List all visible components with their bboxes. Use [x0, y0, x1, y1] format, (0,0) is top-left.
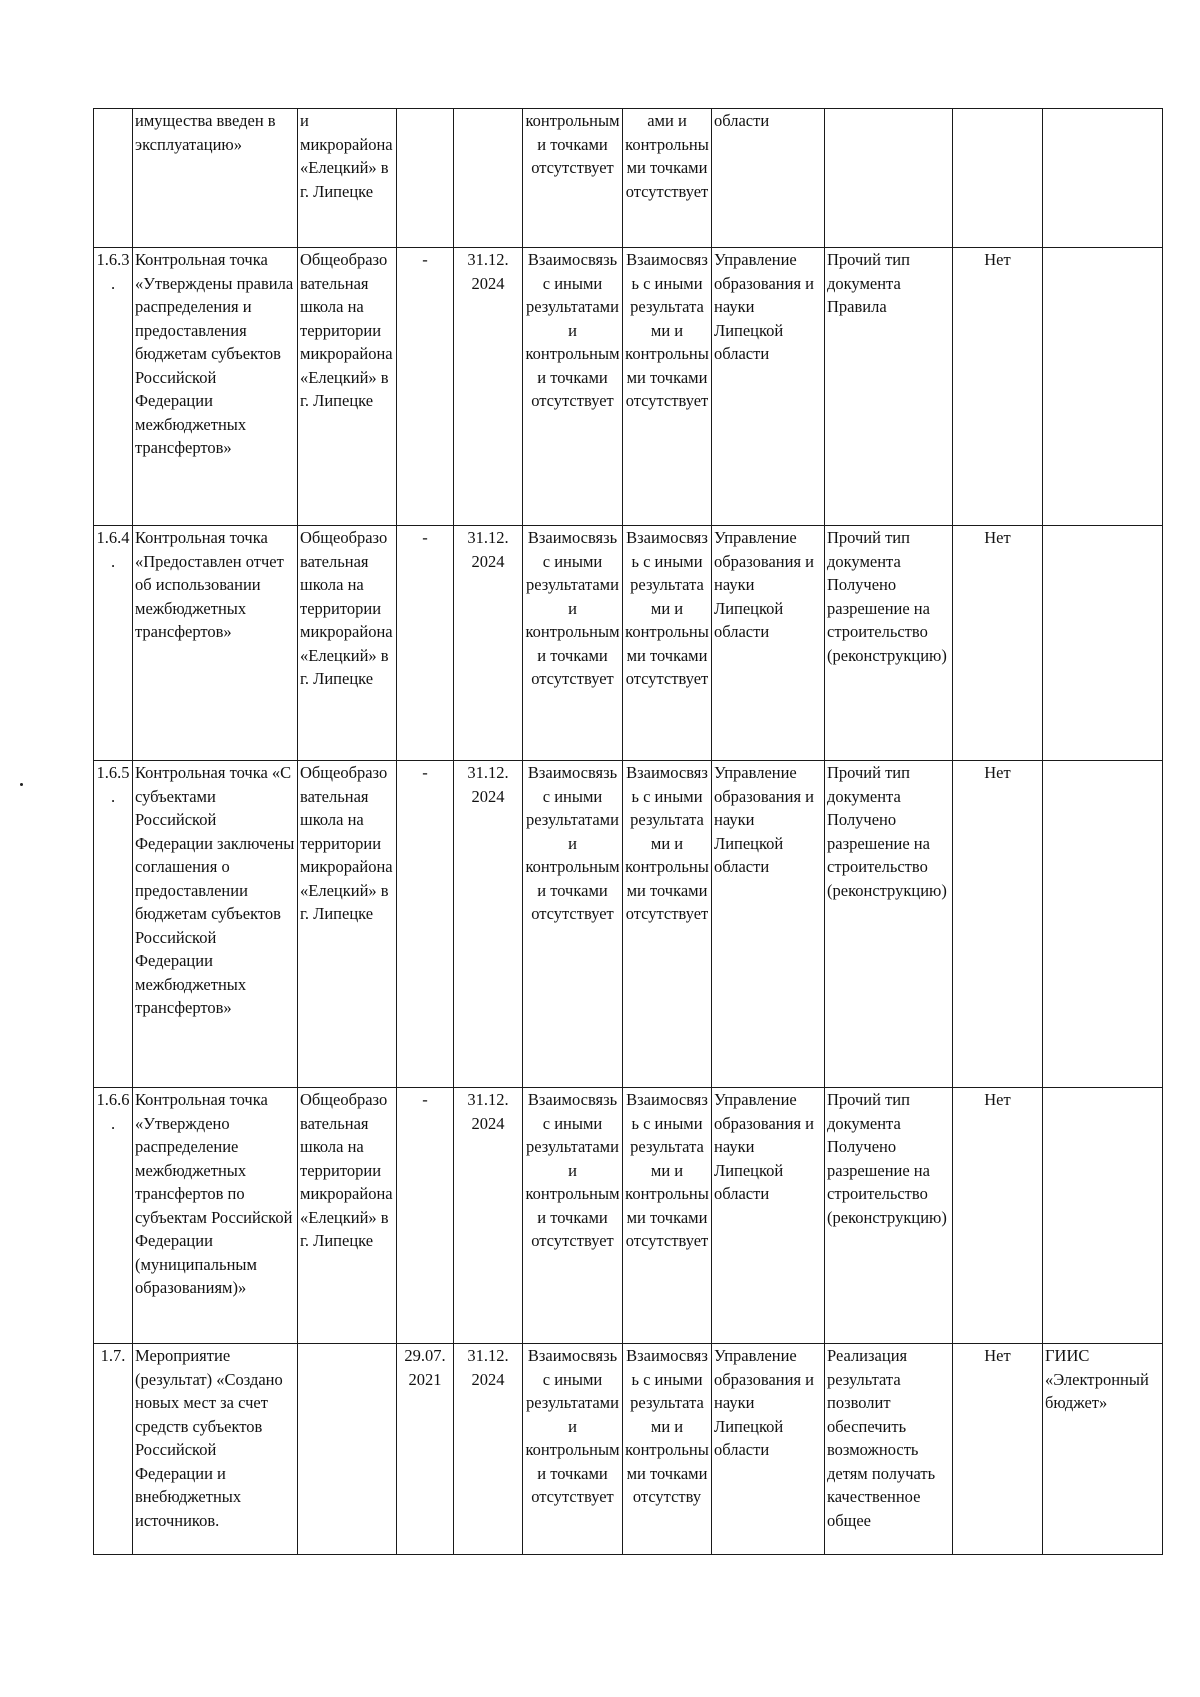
- flag-value: [953, 109, 1043, 248]
- info-system: [1043, 1088, 1163, 1344]
- successor-link: Взаимосвязь с иными результатами и контрольными точками отсутствует: [623, 248, 712, 526]
- start-date: -: [397, 761, 454, 1088]
- table-row: [94, 526, 1163, 761]
- responsible-party: Управление образования и науки Липецкой области: [712, 248, 825, 526]
- row-number: 1.6.6.: [94, 1088, 133, 1344]
- end-date: 31.12. 2024: [454, 1344, 523, 1555]
- info-system: [1043, 761, 1163, 1088]
- responsible-party: Управление образования и науки Липецкой области: [712, 761, 825, 1088]
- row-number: 1.6.5.: [94, 761, 133, 1088]
- info-system: [1043, 248, 1163, 526]
- row-number: [94, 109, 133, 248]
- item-name: Контрольная точка «Утверждены правила распределения и предоставления бюджетам субъектов Российской Федерации межбюджетных трансфертов»: [133, 248, 298, 526]
- predecessor-link: Взаимосвязь с иными результатами и контрольными точками отсутствует: [523, 1088, 623, 1344]
- document-type: Реализация результата позволит обеспечить возможность детям получать качественное общее: [825, 1344, 953, 1555]
- row-number: 1.6.4.: [94, 526, 133, 761]
- responsible-party: Управление образования и науки Липецкой области: [712, 1088, 825, 1344]
- info-system: ГИИС «Электронный бюджет»: [1043, 1344, 1163, 1555]
- flag-value: Нет: [953, 761, 1043, 1088]
- item-name: имущества введен в эксплуатацию»: [133, 109, 298, 248]
- successor-link: Взаимосвязь с иными результатами и контрольными точками отсутству: [623, 1344, 712, 1555]
- object-name: Общеобразовательная школа на территории микрорайона «Елецкий» в г. Липецке: [298, 761, 397, 1088]
- predecessor-link: Взаимосвязь с иными результатами и контрольными точками отсутствует: [523, 248, 623, 526]
- responsible-party: области: [712, 109, 825, 248]
- item-name: Контрольная точка «С субъектами Российской Федерации заключены соглашения о предоставлении бюджетам субъектов Российской Федерации межбюджетных трансфертов»: [133, 761, 298, 1088]
- flag-value: Нет: [953, 248, 1043, 526]
- end-date: 31.12. 2024: [454, 1088, 523, 1344]
- flag-value: Нет: [953, 1344, 1043, 1555]
- document-type: Прочий тип документа Получено разрешение на строительство (реконструкцию): [825, 761, 953, 1088]
- item-name: Мероприятие (результат) «Создано новых мест за счет средств субъектов Российской Федерации и внебюджетных источников.: [133, 1344, 298, 1555]
- end-date: 31.12. 2024: [454, 526, 523, 761]
- start-date: -: [397, 526, 454, 761]
- item-name: Контрольная точка «Утверждено распределение межбюджетных трансфертов по субъектам Российской Федерации (муниципальным образованиям)»: [133, 1088, 298, 1344]
- table-row: [94, 1088, 1163, 1344]
- end-date: 31.12. 2024: [454, 761, 523, 1088]
- start-date: 29.07. 2021: [397, 1344, 454, 1555]
- responsible-party: Управление образования и науки Липецкой области: [712, 526, 825, 761]
- predecessor-link: Взаимосвязь с иными результатами и контрольными точками отсутствует: [523, 1344, 623, 1555]
- object-name: Общеобразовательная школа на территории микрорайона «Елецкий» в г. Липецке: [298, 248, 397, 526]
- document-type: Прочий тип документа Получено разрешение на строительство (реконструкцию): [825, 1088, 953, 1344]
- start-date: [397, 109, 454, 248]
- successor-link: ами и контрольными точками отсутствует: [623, 109, 712, 248]
- document-type: Прочий тип документа Правила: [825, 248, 953, 526]
- table-row: [94, 248, 1163, 526]
- table-row: [94, 1344, 1163, 1555]
- info-system: [1043, 109, 1163, 248]
- document-type: Прочий тип документа Получено разрешение на строительство (реконструкцию): [825, 526, 953, 761]
- start-date: -: [397, 248, 454, 526]
- start-date: -: [397, 1088, 454, 1344]
- table-row: [94, 761, 1163, 1088]
- item-name: Контрольная точка «Предоставлен отчет об использовании межбюджетных трансфертов»: [133, 526, 298, 761]
- row-number: 1.6.3.: [94, 248, 133, 526]
- flag-value: Нет: [953, 526, 1043, 761]
- object-name: и микрорайона «Елецкий» в г. Липецке: [298, 109, 397, 248]
- object-name: Общеобразовательная школа на территории микрорайона «Елецкий» в г. Липецке: [298, 526, 397, 761]
- responsible-party: Управление образования и науки Липецкой области: [712, 1344, 825, 1555]
- predecessor-link: Взаимосвязь с иными результатами и контрольными точками отсутствует: [523, 526, 623, 761]
- plan-table: [93, 108, 1163, 1555]
- document-type: [825, 109, 953, 248]
- object-name: Общеобразовательная школа на территории микрорайона «Елецкий» в г. Липецке: [298, 1088, 397, 1344]
- table-row: [94, 109, 1163, 248]
- end-date: [454, 109, 523, 248]
- predecessor-link: Взаимосвязь с иными результатами и контрольными точками отсутствует: [523, 761, 623, 1088]
- predecessor-link: контрольными точками отсутствует: [523, 109, 623, 248]
- info-system: [1043, 526, 1163, 761]
- row-number: 1.7.: [94, 1344, 133, 1555]
- end-date: 31.12. 2024: [454, 248, 523, 526]
- successor-link: Взаимосвязь с иными результатами и контрольными точками отсутствует: [623, 761, 712, 1088]
- flag-value: Нет: [953, 1088, 1043, 1344]
- object-name: [298, 1344, 397, 1555]
- successor-link: Взаимосвязь с иными результатами и контрольными точками отсутствует: [623, 1088, 712, 1344]
- scan-speck: [20, 783, 23, 786]
- successor-link: Взаимосвязь с иными результатами и контрольными точками отсутствует: [623, 526, 712, 761]
